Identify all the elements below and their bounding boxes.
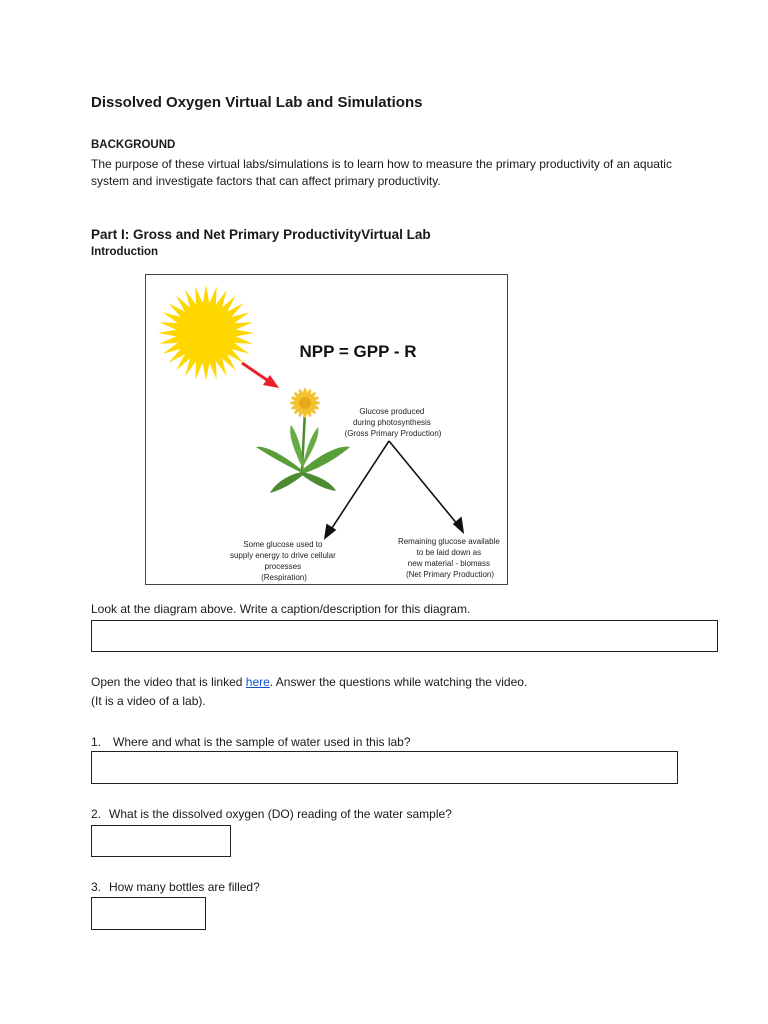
sun-icon	[158, 285, 254, 381]
question-2	[91, 807, 452, 821]
introduction-heading: Introduction	[91, 246, 159, 258]
question-3	[91, 880, 260, 894]
question-1-text: Where and what is the sample of water used in this lab?	[113, 735, 411, 749]
question-2-number: 2.	[91, 807, 102, 821]
red-arrow-icon	[242, 363, 279, 388]
video-instruction-suffix: . Answer the questions while watching the video.	[269, 675, 528, 689]
document-title: Dissolved Oxygen Virtual Lab and Simulations	[91, 94, 423, 111]
question-3-answer-box[interactable]	[91, 897, 206, 930]
question-2-text: What is the dissolved oxygen (DO) reading of the water sample?	[109, 807, 452, 821]
video-note: (It is a video of a lab).	[91, 694, 206, 708]
biomass-label: Remaining glucose available to be laid down as new material - biomass (Net Primary Production)	[397, 537, 500, 579]
caption-prompt: Look at the diagram above. Write a caption/description for this diagram.	[91, 602, 471, 616]
background-heading: BACKGROUND	[91, 139, 176, 151]
video-instruction	[91, 675, 527, 689]
question-3-text: How many bottles are filled?	[109, 880, 260, 894]
question-3-number: 3.	[91, 880, 102, 894]
question-2-answer-box[interactable]	[91, 825, 231, 857]
question-1-number: 1.	[91, 735, 102, 749]
respiration-label: Some glucose used to supply energy to drive cellular processes (Respiration)	[229, 540, 336, 582]
dandelion-icon	[256, 388, 350, 493]
video-instruction-prefix: Open the video that is linked	[91, 675, 246, 689]
caption-answer-box[interactable]	[91, 620, 718, 652]
glucose-label: Glucose produced during photosynthesis (Gross Primary Production)	[344, 407, 442, 438]
question-1-answer-box[interactable]	[91, 751, 678, 784]
branch-arrows	[325, 441, 463, 538]
part1-heading: Part I: Gross and Net Primary ProductivityVirtual Lab	[91, 227, 431, 242]
question-1	[91, 735, 411, 749]
npp-gpp-diagram	[145, 274, 508, 585]
background-paragraph: The purpose of these virtual labs/simulations is to learn how to measure the primary productivity of an aquatic system and investigate factors that can affect primary productivity.	[91, 157, 672, 188]
npp-equation: NPP = GPP - R	[299, 342, 417, 361]
video-link[interactable]: here	[245, 675, 270, 689]
